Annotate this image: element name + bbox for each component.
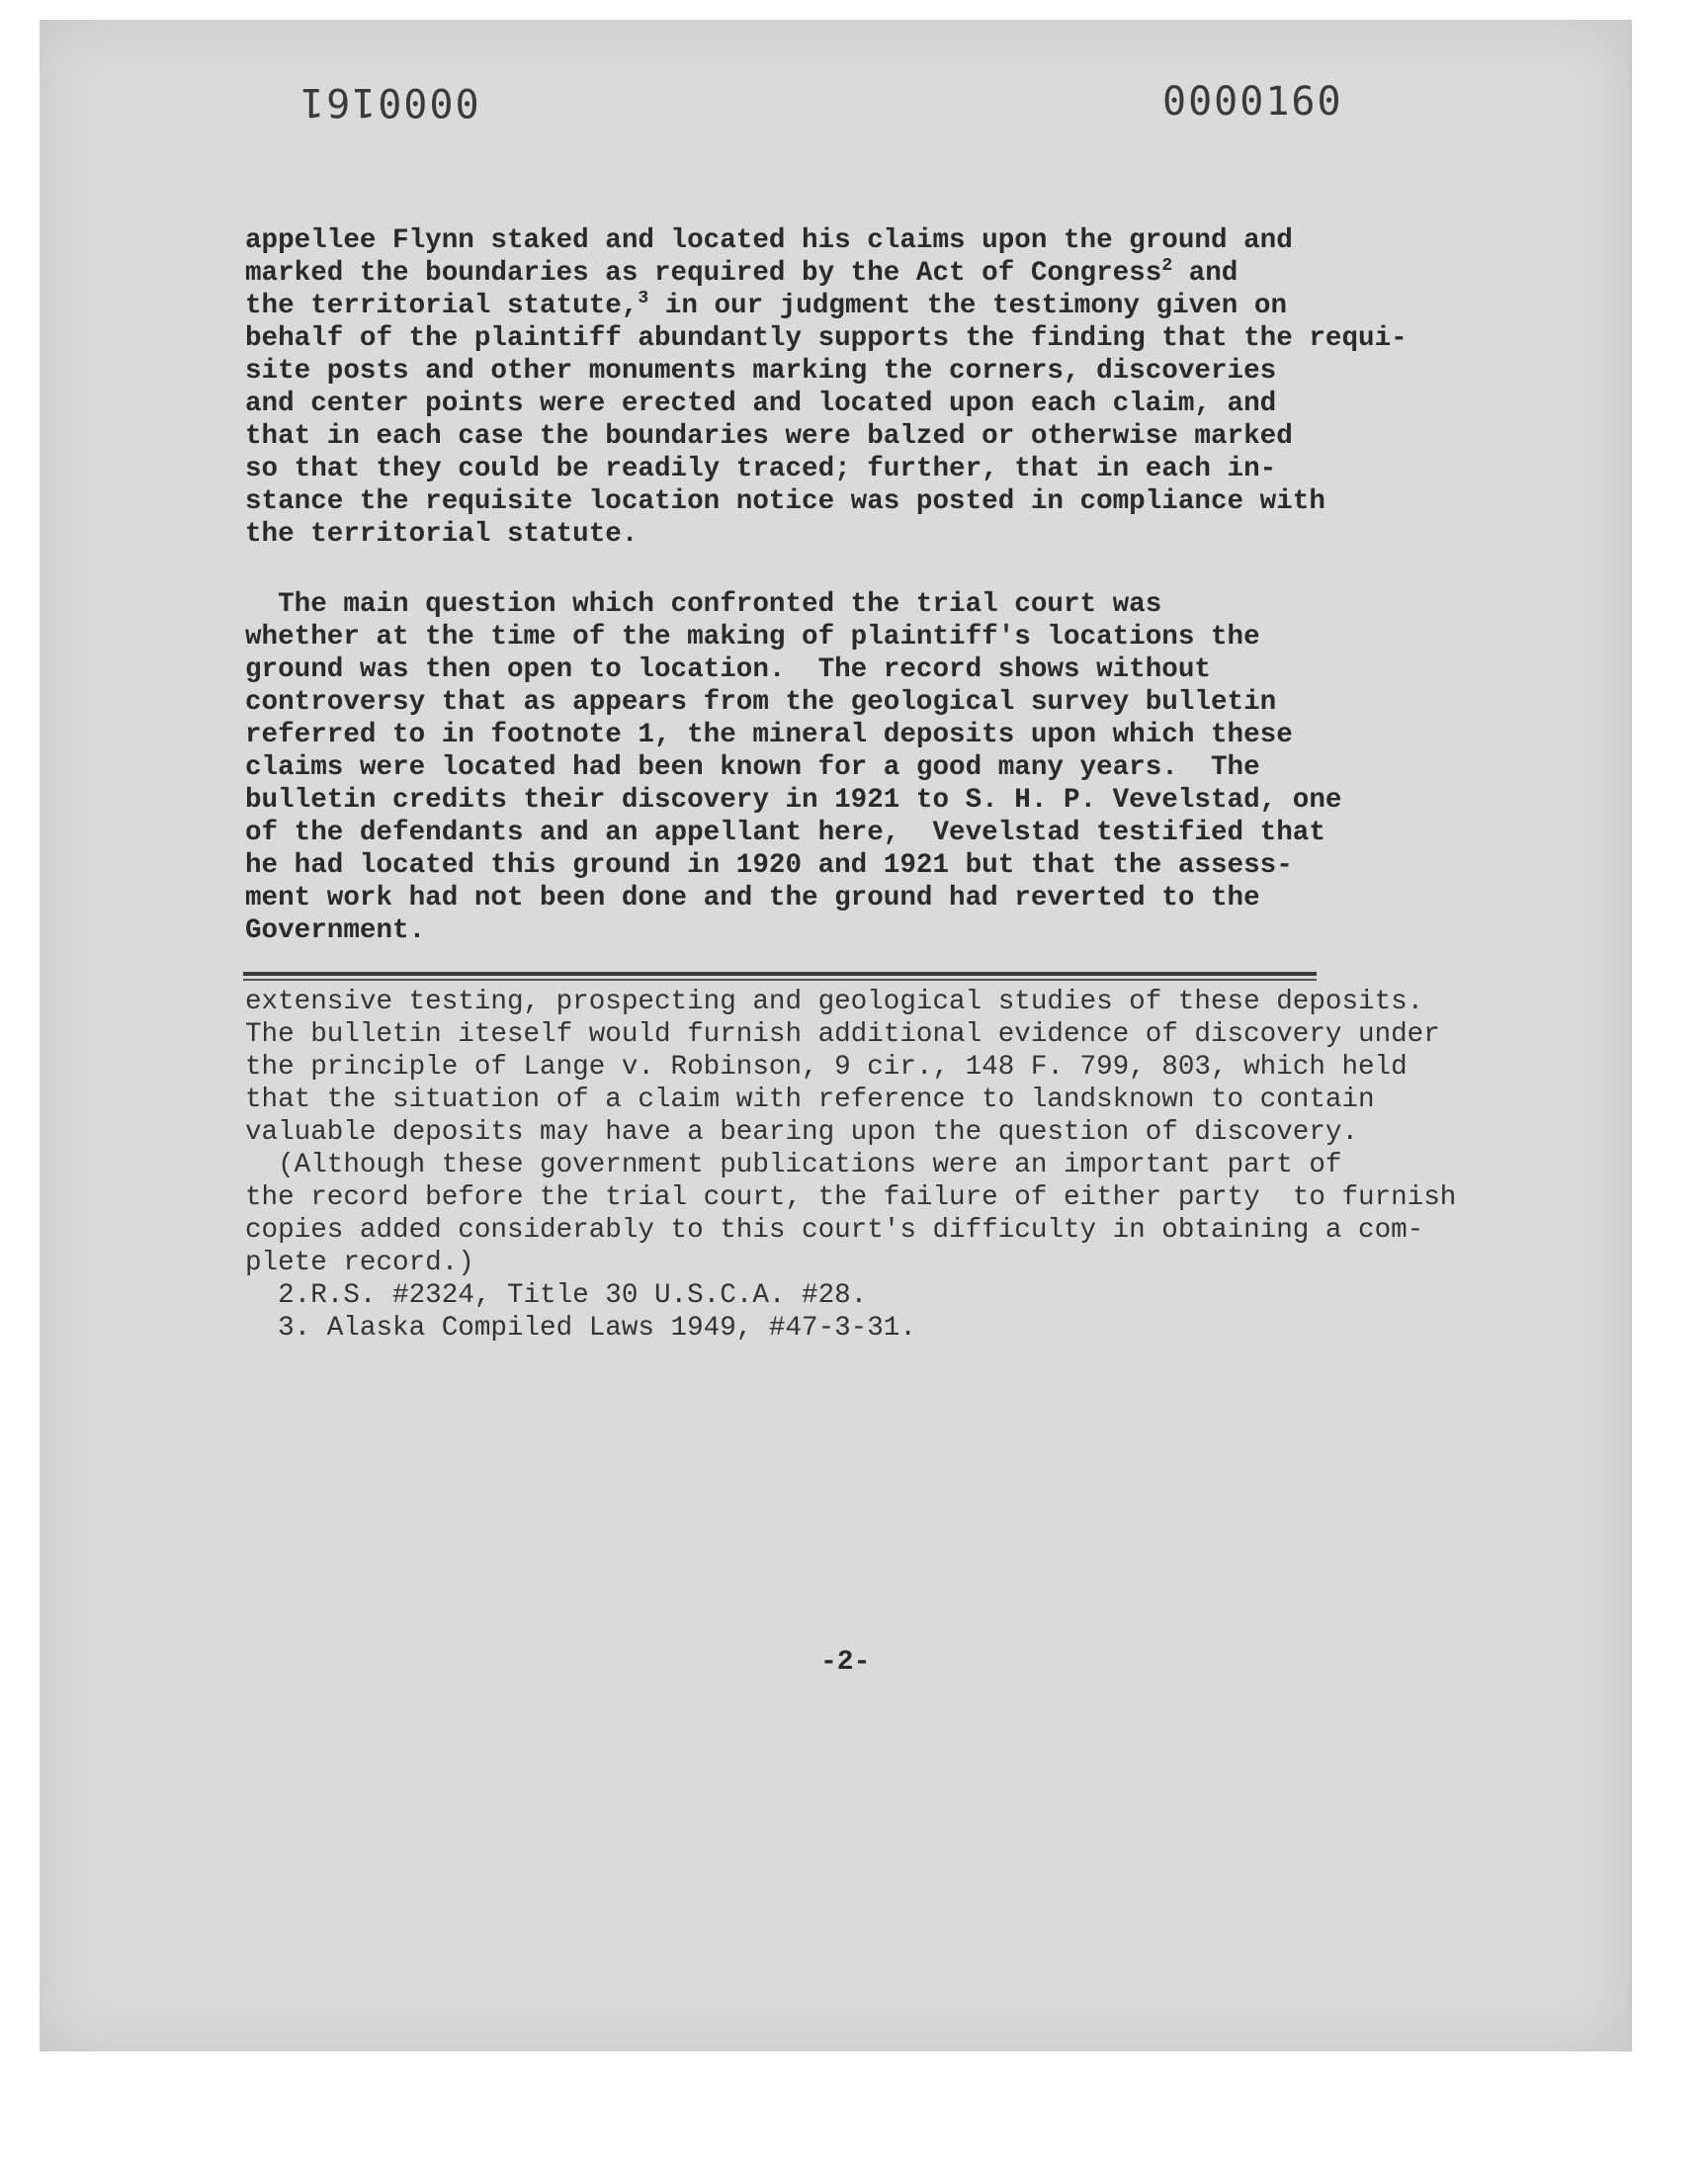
paragraph-1-line: behalf of the plaintiff abundantly supports the finding that the requi- [245,323,1408,354]
archive-stamp-left: 0000161 [299,79,479,125]
paragraph-2-line: ground was then open to location. The record shows without [245,654,1211,685]
paragraph-1-line: marked the boundaries as required by the Act of Congress [245,258,1162,289]
footnote-line: copies added considerably to this court's difficulty in obtaining a com- [245,1215,1424,1246]
footnote-line: (Although these government publications were an important part of [245,1150,1342,1180]
footnote-line: valuable deposits may have a bearing upon the question of discovery. [245,1117,1359,1148]
paragraph-1-line: so that they could be readily traced; further, that in each in- [245,454,1277,484]
paragraph-1-line: the territorial statute. [245,519,639,550]
paragraph-2-line: The main question which confronted the trial court was [245,589,1162,620]
paragraph-2 [245,588,1341,947]
footnote-mark-3: 3 [638,288,649,308]
paragraph-2-line: he had located this ground in 1920 and 1921 but that the assess- [245,850,1293,881]
footnote-divider [243,972,1317,981]
document-page [40,20,1632,2051]
paragraph-1-line-tail: in our judgment the testimony given on [648,291,1288,321]
paragraph-2-line: claims were located had been known for a good many years. The [245,752,1260,783]
footnotes [245,986,1456,1345]
paragraph-2-line: of the defendants and an appellant here, Vevelstad testified that [245,818,1325,848]
paragraph-1-line: appellee Flynn staked and located his claims upon the ground and [245,225,1293,256]
footnote-mark-2: 2 [1161,255,1173,276]
footnote-line: 2.R.S. #2324, Title 30 U.S.C.A. #28. [245,1280,868,1311]
paragraph-2-line: Government. [245,915,426,946]
paragraph-2-line: controversy that as appears from the geological survey bulletin [245,687,1277,718]
footnote-line: the record before the trial court, the failure of either party to furnish [245,1182,1457,1213]
footnote-line: plete record.) [245,1248,474,1278]
paragraph-1-line: and center points were erected and located upon each claim, and [245,389,1277,419]
paragraph-2-line: referred to in footnote 1, the mineral deposits upon which these [245,720,1293,750]
paragraph-2-line: whether at the time of the making of plaintiff's locations the [245,622,1260,652]
paragraph-1-line: site posts and other monuments marking the corners, discoveries [245,356,1277,387]
paragraph-1-line: that in each case the boundaries were balzed or otherwise marked [245,421,1293,452]
footnote-line: that the situation of a claim with reference to landsknown to contain [245,1085,1375,1115]
footnote-line: The bulletin iteself would furnish additional evidence of discovery under [245,1019,1440,1050]
paragraph-1-line-tail: and [1172,258,1238,289]
paragraph-1-line: the territorial statute, [245,291,639,321]
paragraph-1-line: stance the requisite location notice was posted in compliance with [245,486,1325,517]
archive-stamp-right: 0000160 [1162,79,1343,125]
footnote-line: 3. Alaska Compiled Laws 1949, #47-3-31. [245,1313,916,1344]
footnote-line: the principle of Lange v. Robinson, 9 cir., 148 F. 799, 803, which held [245,1052,1408,1083]
page-number: -2- [820,1647,871,1678]
paragraph-2-line: ment work had not been done and the ground had reverted to the [245,883,1260,914]
paragraph-1 [245,224,1408,551]
paragraph-2-line: bulletin credits their discovery in 1921 to S. H. P. Vevelstad, one [245,785,1342,816]
footnote-line: extensive testing, prospecting and geological studies of these deposits. [245,987,1424,1017]
